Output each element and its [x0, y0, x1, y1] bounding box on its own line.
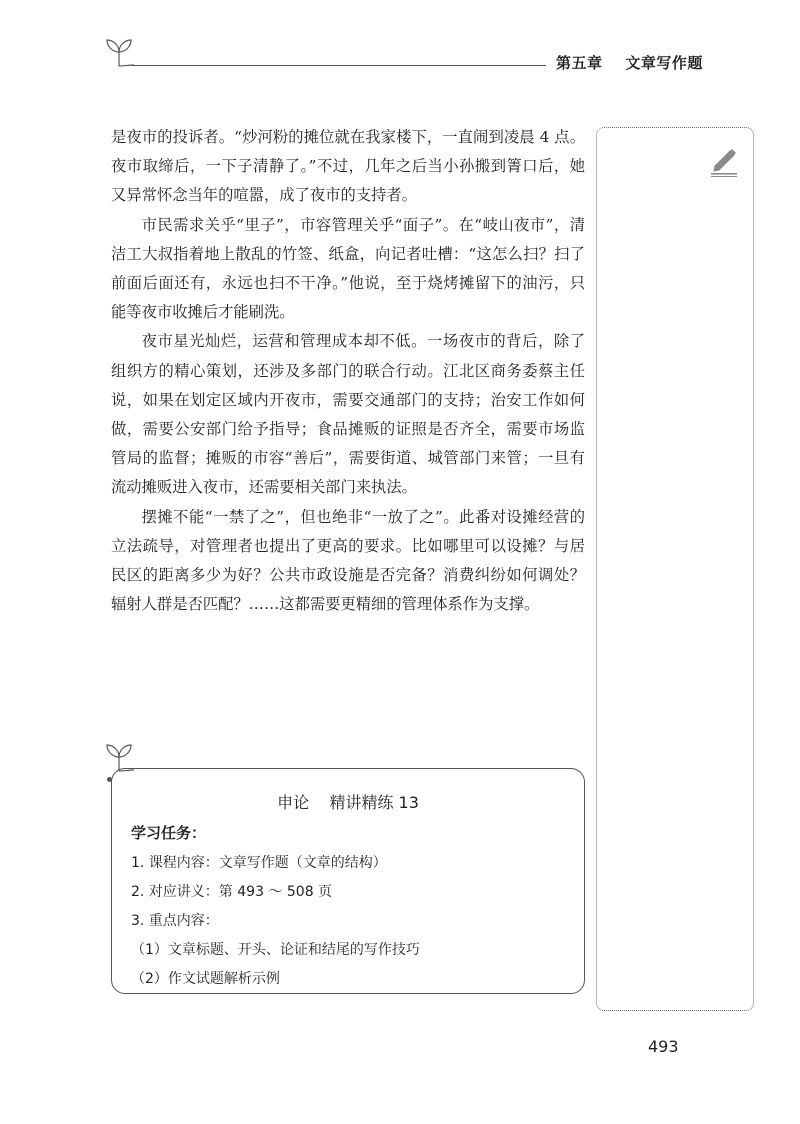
main-text	[111, 123, 585, 619]
list-item: （1）文章标题、开头、论证和结尾的写作技巧	[131, 942, 420, 958]
pencil-icon	[708, 145, 740, 177]
paragraph: 摆摊不能“一禁了之”，但也绝非“一放了之”。此番对设摊经营的立法疏导，对管理者也提出了更高的要求。比如哪里可以设摊？与居民区的距离多少为好？公共市政设施是否完备？消费纠纷如何调处？辐射人群是否匹配？……这都需要更精细的管理体系作为支撑。	[111, 507, 585, 614]
chapter-title: 第五章 文章写作题	[556, 54, 703, 72]
list-item: （2）作文试题解析示例	[131, 971, 280, 987]
page-number: 493	[648, 1037, 679, 1056]
sprout-icon	[104, 32, 134, 68]
paragraph: 市民需求关乎“里子”，市容管理关乎“面子”。在“岐山夜市”，清洁工大叔指着地上散乱的竹签、纸盒，向记者吐槽：“这怎么扫？扫了前面后面还有，永远也扫不干净。”他说，至于烧烤摊留下的油污，只能等夜市收摊后才能刷洗。	[111, 215, 585, 322]
task-list	[131, 849, 420, 994]
study-box-title: 申论 精讲精练 13	[277, 793, 419, 812]
paragraph: 夜市星光灿烂，运营和管理成本却不低。一场夜市的背后，除了组织方的精心策划，还涉及多部门的联合行动。江北区商务委蔡主任说，如果在划定区域内开夜市，需要交通部门的支持；治安工作如何做，需要公安部门给予指导；食品摊贩的证照是否齐全，需要市场监管局的监督；摊贩的市容“善后”，需要街道、城管部门来管；一旦有流动摊贩进入夜市，还需要相关部门来执法。	[111, 332, 585, 497]
task-label: 学习任务：	[131, 824, 207, 842]
list-item: 1. 课程内容：文章写作题（文章的结构）	[131, 855, 387, 871]
paragraph: 是夜市的投诉者。“炒河粉的摊位就在我家楼下，一直闹到凌晨 4 点。夜市取缔后，一下子清静了。”不过，几年之后当小孙搬到箐口后，她又异常怀念当年的喧嚣，成了夜市的支持者。	[111, 128, 585, 205]
bullet-dot	[107, 777, 112, 782]
header-rule	[132, 65, 546, 66]
list-item: 3. 重点内容：	[131, 913, 219, 929]
notes-panel	[596, 127, 754, 1011]
list-item: 2. 对应讲义：第 493 ～ 508 页	[131, 884, 333, 900]
